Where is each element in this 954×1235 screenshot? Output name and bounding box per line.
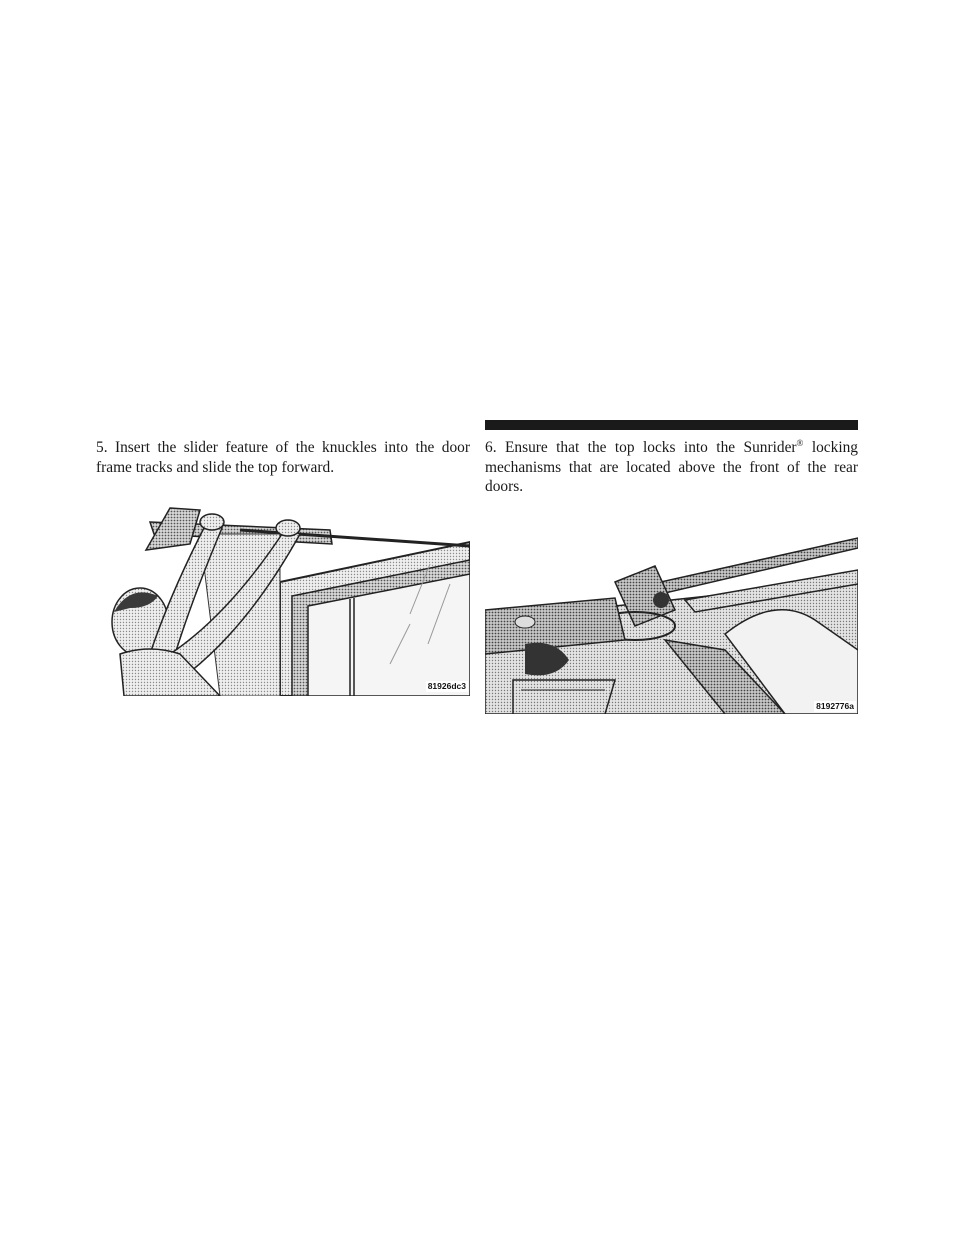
step-5-body: 5. Insert the slider feature of the knuckles into the door frame tracks and slide the top forward.: [96, 439, 470, 476]
figure-code: 8192776a: [816, 701, 854, 711]
locking-mechanism-illustration: [485, 530, 858, 714]
step-6-text: [485, 438, 858, 497]
figure-slide-top: [110, 504, 470, 696]
step-5-text: [96, 438, 470, 477]
section-rule: [485, 420, 858, 430]
step-6-body-start: 6. Ensure that the top locks into the Sunrider: [485, 439, 797, 456]
registered-mark: ®: [796, 437, 804, 448]
figure-code: 81926dc3: [427, 681, 466, 691]
person-sliding-top-illustration: [110, 504, 470, 696]
step-6-body-end: locking mechanisms that are located above the front of the rear doors.: [485, 439, 858, 495]
figure-locking-mechanism: [485, 530, 858, 714]
